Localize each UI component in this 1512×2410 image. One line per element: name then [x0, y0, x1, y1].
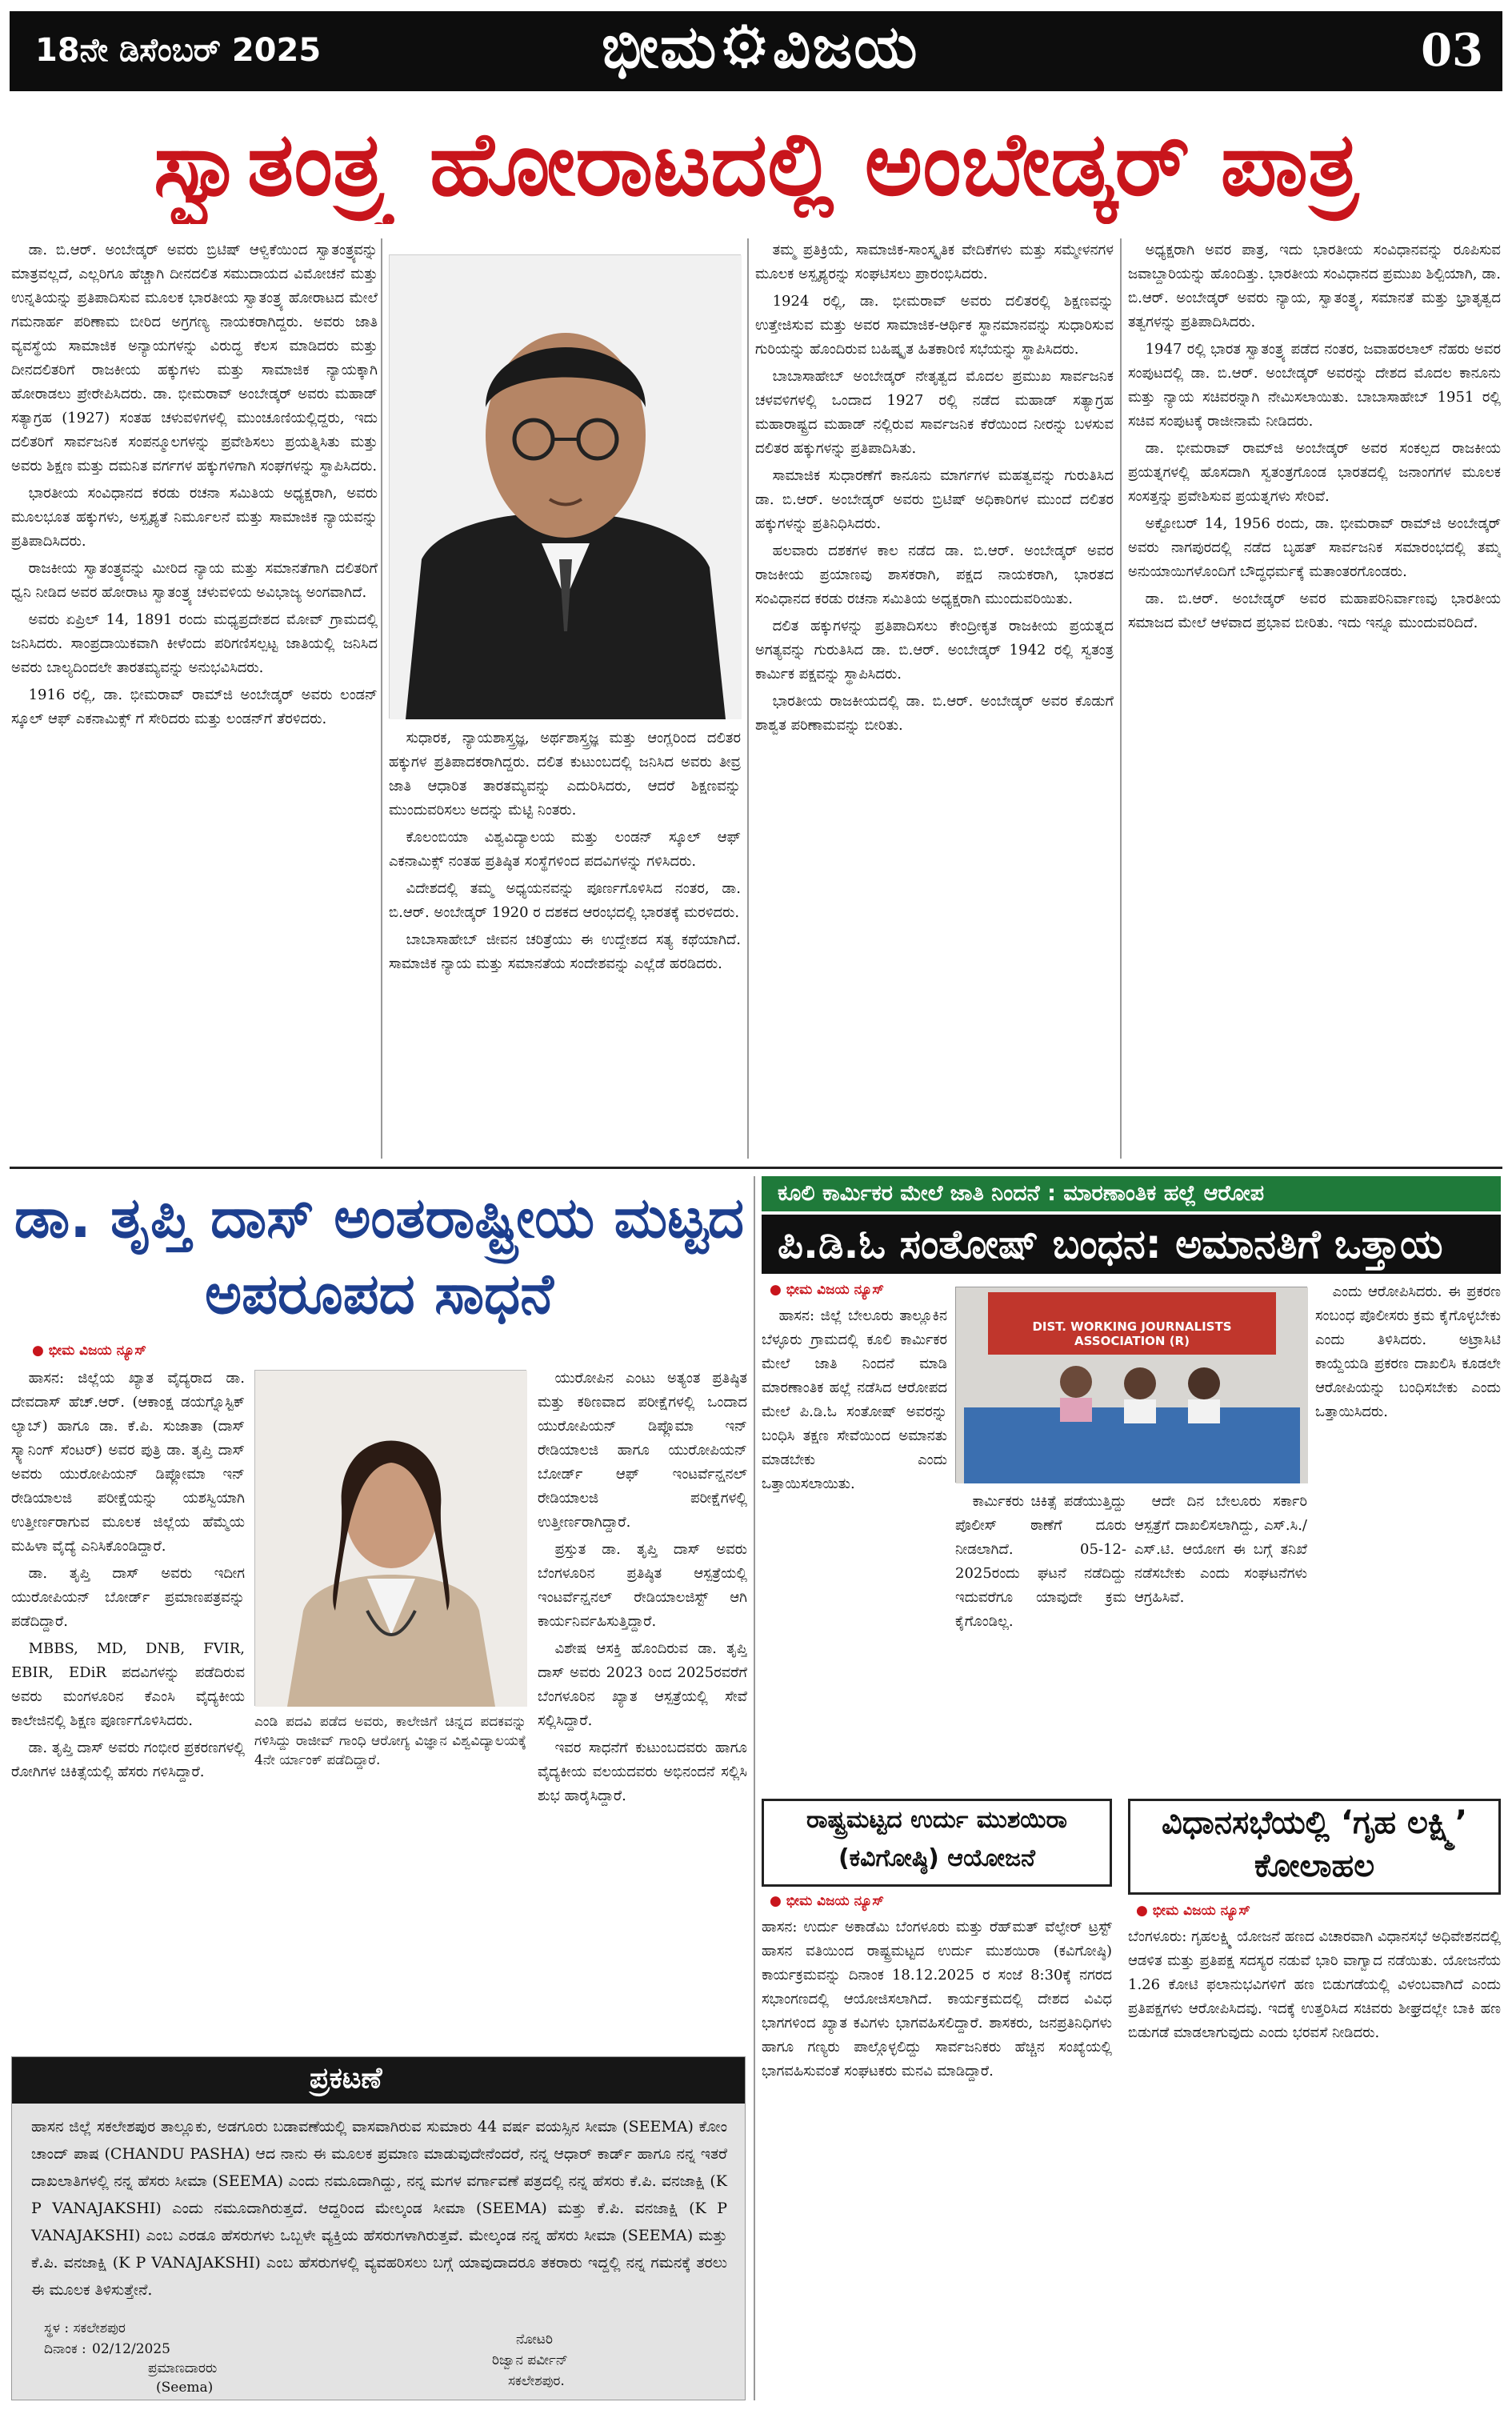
notice-body: ಹಾಸನ ಜಿಲ್ಲೆ ಸಕಲೇಶಪುರ ತಾಲ್ಲೂಕು, ಅಡಗೂರು ಬಡಾವಣೆಯಲ್ಲಿ ವಾಸವಾಗಿರುವ ಸುಮಾರು 44 ವರ್ಷ ವಯಸ್ಸಿನ ಸೀಮಾ (SEEMA) ಕೋಂ ಚಾಂದ್ ಪಾಷ (CHANDU PASHA) ಆದ ನಾನು ಈ ಮೂಲಕ ಪ್ರಮಾಣ ಮಾಡುವುದೇನೆಂದರೆ, ನನ್ನ ಆಧಾರ್ ಕಾರ್ಡ್ ಹಾಗೂ ನನ್ನ ಇತರೆ ದಾಖಲಾತಿಗಳಲ್ಲಿ ನನ್ನ ಹೆಸರು ಸೀಮಾ (SEEMA) ಎಂದು ನಮೂದಾಗಿದ್ದು, ನನ್ನ ಮಗಳ ವರ್ಗಾವಣೆ ಪತ್ರದಲ್ಲಿ ನನ್ನ ಹೆಸರು ಕೆ.ಪಿ. ವನಜಾಕ್ಷಿ (K P VANAJAKSHI) ಎಂದು ನಮೂದಾಗಿರುತ್ತದೆ. ಆದ್ದರಿಂದ ಮೇಲ್ಕಂಡ ಸೀಮಾ (SEEMA) ಮತ್ತು ಕೆ.ಪಿ. ವನಜಾಕ್ಷಿ (K P VANAJAKSHI) ಎಂಬ ಎರಡೂ ಹೆಸರುಗಳು ಒಬ್ಬಳೇ ವ್ಯಕ್ತಿಯ ಹೆಸರುಗಳಾಗಿರುತ್ತವೆ. ಮೇಲ್ಕಂಡ ನನ್ನ ಹೆಸರು ಸೀಮಾ (SEEMA) ಮತ್ತು ಕೆ.ಪಿ. ವನಜಾಕ್ಷಿ (K P VANAJAKSHI) ಎಂಬ ಹೆಸರುಗಳಲ್ಲಿ ವ್ಯವಹರಿಸಲು ಬಗ್ಗೆ ಯಾವುದಾದರೂ ತಕರಾರು ಇದ್ದಲ್ಲಿ ನನ್ನ ಗಮನಕ್ಕೆ ತರಲು ಈ ಮೂಲಕ ತಿಳಿಸುತ್ತೇನೆ. [31, 2118, 727, 2299]
issue-date: 18ನೇ ಡಿಸೆಂಬರ್ 2025 [35, 32, 322, 69]
doctor-caption: ಎಂಡಿ ಪದವಿ ಪಡೆದ ಅವರು, ಕಾಲೇಜಿಗೆ ಚಿನ್ನದ ಪದಕವನ್ನು ಗಳಿಸಿದ್ದು ರಾಜೀವ್ ಗಾಂಧಿ ಆರೋಗ್ಯ ವಿಜ್ಞಾನ ವಿಶ್ವವಿದ್ಯಾಲಯಕ್ಕೆ 4ನೇ ರ್ಯಾಂಕ್ ಪಡೆದಿದ್ದಾರೆ. [254, 1714, 526, 1768]
press-meet-illustration [956, 1287, 1308, 1483]
paragraph: ಹಾಸನ: ಜಿಲ್ಲೆಯ ಖ್ಯಾತ ವೈದ್ಯರಾದ ಡಾ. ದೇವದಾಸ್ ಹೆಚ್.ಆರ್. (ಆಕಾಂಕ್ಷ ಡಯಗ್ನೊಸ್ಟಿಕ್ ಲ್ಯಾಬ್) ಹಾಗೂ ಡಾ. ಕೆ.ಪಿ. ಸುಜಾತಾ (ದಾಸ್ ಸ್ಕ್ಯಾನಿಂಗ್ ಸೆಂಟರ್) ಅವರ ಪುತ್ರಿ ಡಾ. ತೃಪ್ತಿ ದಾಸ್ ಅವರು ಯುರೋಪಿಯನ್ ಡಿಪ್ಲೋಮಾ ಇನ್ ರೇಡಿಯಾಲಜಿ ಪರೀಕ್ಷೆಯನ್ನು ಯಶಸ್ವಿಯಾಗಿ ಉತ್ತೀರ್ಣರಾಗುವ ಮೂಲಕ ಜಿಲ್ಲೆಯ ಹೆಮ್ಮೆಯ ಮಹಿಳಾ ವೈದ್ಯೆ ಎನಿಸಿಕೊಂಡಿದ್ದಾರೆ. [11, 1370, 245, 1555]
notice-date-label: ದಿನಾಂಕ : [44, 2341, 86, 2357]
santosh-headline: ಪಿ.ಡಿ.ಓ ಸಂತೋಷ್ ಬಂಧನ: ಅಮಾನತಿಗೆ ಒತ್ತಾಯ [762, 1215, 1501, 1274]
paragraph: ಸಾಮಾಜಿಕ ಸುಧಾರಣೆಗೆ ಕಾನೂನು ಮಾರ್ಗಗಳ ಮಹತ್ವವನ್ನು ಗುರುತಿಸಿದ ಡಾ. ಬಿ.ಆರ್. ಅಂಬೇಡ್ಕರ್ ಅವರು ಬ್ರಿಟಿಷ್ ಅಧಿಕಾರಿಗಳ ಮುಂದೆ ದಲಿತರ ಹಕ್ಕುಗಳನ್ನು ಪ್ರತಿನಿಧಿಸಿದರು. [755, 467, 1114, 532]
paragraph: ಪ್ರಸ್ತುತ ಡಾ. ತೃಪ್ತಿ ದಾಸ್ ಅವರು ಬೆಂಗಳೂರಿನ ಪ್ರತಿಷ್ಠಿತ ಆಸ್ಪತ್ರೆಯಲ್ಲಿ ಇಂಟರ್ವೆನ್ಷನಲ್ ರೇಡಿಯಾಲಜಿಸ್ಟ್ ಆಗಿ ಕಾರ್ಯನಿರ್ವಹಿಸುತ್ತಿದ್ದಾರೆ. [538, 1541, 747, 1630]
paragraph: ಡಾ. ಬಿ.ಆರ್. ಅಂಬೇಡ್ಕರ್ ಅವರು ಬ್ರಿಟಿಷ್ ಆಳ್ವಿಕೆಯಿಂದ ಸ್ವಾತಂತ್ರ್ಯವನ್ನು ಮಾತ್ರವಲ್ಲದೆ, ಎಲ್ಲರಿಗೂ ಹೆಚ್ಚಾಗಿ ದೀನದಲಿತ ಸಮುದಾಯದ ವಿಮೋಚನೆ ಮತ್ತು ಉನ್ನತಿಯನ್ನು ಪ್ರತಿಪಾದಿಸುವ ಮೂಲಕ ಭಾರತೀಯ ಸ್ವಾತಂತ್ರ್ಯ ಹೋರಾಟದ ಮೇಲೆ ಗಮನಾರ್ಹ ಪರಿಣಾಮ ಬೀರಿದ ಅಗ್ರಗಣ್ಯ ನಾಯಕರಾಗಿದ್ದರು. ಅವರು ಜಾತಿ ವ್ಯವಸ್ಥೆಯ ಸಾಮಾಜಿಕ ಅನ್ಯಾಯಗಳನ್ನು ವಿರುದ್ಧ ಕೆಲಸ ಮಾಡಿದರು ಮತ್ತು ದೀನದಲಿತರಿಗೆ ರಾಜಕೀಯ ಹಕ್ಕುಗಳು ಮತ್ತು ಸಾಮಾಜಿಕ ನ್ಯಾಯಕ್ಕಾಗಿ ಹೋರಾಡಲು ಪ್ರೇರೇಪಿಸಿದರು. ಡಾ. ಭೀಮರಾವ್ ಅಂಬೇಡ್ಕರ್ ಅವರು ಮಹಾಡ್ ಸತ್ಯಾಗ್ರಹ (1927) ಸಂತಹ ಚಳುವಳಿಗಳಲ್ಲಿ ಮುಂಚೂಣಿಯಲ್ಲಿದ್ದರು, ಇದು ದಲಿತರಿಗೆ ಸಾರ್ವಜನಿಕ ಸಂಪನ್ಮೂಲಗಳನ್ನು ಪ್ರವೇಶಿಸಲು ಪ್ರಯತ್ನಿಸಿತು ಮತ್ತು ಅವರು ಶಿಕ್ಷಣ ಮತ್ತು ದಮನಿತ ವರ್ಗಗಳ ಹಕ್ಕುಗಳಿಗಾಗಿ ಸಂಘಗಳನ್ನು ಸ್ಥಾಪಿಸಿದರು. [11, 242, 378, 474]
paragraph: ತಮ್ಮ ಪ್ರತಿಕ್ರಿಯೆ, ಸಾಮಾಜಿಕ-ಸಾಂಸ್ಕೃತಿಕ ವೇದಿಕೆಗಳು ಮತ್ತು ಸಮ್ಮೇಳನಗಳ ಮೂಲಕ ಅಸ್ಪೃಶ್ಯರನ್ನು ಸಂಘಟಿಸಲು ಪ್ರಾರಂಭಿಸಿದರು. [755, 242, 1114, 282]
paragraph: ಕಾರ್ಮಿಕರು ಚಿಕಿತ್ಸೆ ಪಡೆಯುತ್ತಿದ್ದು ಪೊಲೀಸ್ ಠಾಣೆಗೆ ದೂರು ನೀಡಲಾಗಿದೆ. 05-12-2025ರಂದು ಘಟನೆ ನಡೆದಿದ್ದು ಇದುವರೆಗೂ ಯಾವುದೇ ಕ್ರಮ ಕೈಗೊಂಡಿಲ್ಲ. [955, 1493, 1126, 1630]
lakshmi-headline: ವಿಧಾನಸಭೆಯಲ್ಲಿ ‘ಗೃಹ ಲಕ್ಷ್ಮಿ’ ಕೋಲಾಹಲ [1128, 1799, 1501, 1895]
paragraph: ಎಂದು ಆರೋಪಿಸಿದರು. ಈ ಪ್ರಕರಣ ಸಂಬಂಧ ಪೊಲೀಸರು ಕ್ರಮ ಕೈಗೊಳ್ಳಬೇಕು ಎಂದು ತಿಳಿಸಿದರು. ಅಟ್ರಾಸಿಟಿ ಕಾಯ್ದೆಯಡಿ ಪ್ರಕರಣ ದಾಖಲಿಸಿ ಕೂಡಲೇ ಆರೋಪಿಯನ್ನು ಬಂಧಿಸಬೇಕು ಎಂದು ಒತ್ತಾಯಿಸಿದರು. [1315, 1283, 1501, 1420]
urdu-body: ಹಾಸನ: ಉರ್ದು ಅಕಾಡೆಮಿ ಬೆಂಗಳೂರು ಮತ್ತು ರೆಹ್‌ಮತ್ ವೆಲ್ಫೇರ್ ಟ್ರಸ್ಟ್ ಹಾಸನ ವತಿಯಿಂದ ರಾಷ್ಟ್ರಮಟ್ಟದ ಉರ್ದು ಮುಶಯಿರಾ (ಕವಿಗೋಷ್ಠಿ) ಕಾರ್ಯಕ್ರಮವನ್ನು ದಿನಾಂಕ 18.12.2025 ರ ಸಂಜೆ 8:30ಕ್ಕೆ ನಗರದ ಸಭಾಂಗಣದಲ್ಲಿ ಆಯೋಜಿಸಲಾಗಿದೆ. ಕಾರ್ಯಕ್ರಮದಲ್ಲಿ ದೇಶದ ವಿವಿಧ ಭಾಗಗಳಿಂದ ಖ್ಯಾತ ಕವಿಗಳು ಭಾಗವಹಿಸಲಿದ್ದಾರೆ. ಶಾಸಕರು, ಜನಪ್ರತಿನಿಧಿಗಳು ಹಾಗೂ ಗಣ್ಯರು ಪಾಲ್ಗೊಳ್ಳಲಿದ್ದು ಸಾರ್ವಜನಿಕರು ಹೆಚ್ಚಿನ ಸಂಖ್ಯೆಯಲ್ಲಿ ಭಾಗವಹಿಸುವಂತೆ ಸಂಘಟಕರು ಮನವಿ ಮಾಡಿದ್ದಾರೆ. [762, 1919, 1112, 2080]
paragraph: ಇವರ ಸಾಧನೆಗೆ ಕುಟುಂಬದವರು ಹಾಗೂ ವೈದ್ಯಕೀಯ ವಲಯದವರು ಅಭಿನಂದನೆ ಸಲ್ಲಿಸಿ ಶುಭ ಹಾರೈಸಿದ್ದಾರೆ. [538, 1739, 747, 1804]
lead-column-1 [11, 238, 378, 1159]
santosh-column-1 [762, 1304, 947, 1784]
paragraph: ಬಾಬಾಸಾಹೇಬ್ ಜೀವನ ಚರಿತ್ರೆಯು ಈ ಉದ್ದೇಶದ ಸತ್ಯ ಕಥೆಯಾಗಿದೆ. ಸಾಮಾಜಿಕ ನ್ಯಾಯ ಮತ್ತು ಸಮಾನತೆಯ ಸಂದೇಶವನ್ನು ಎಲ್ಲೆಡೆ ಹರಡಿದರು. [389, 931, 741, 972]
trupti-column-2b [254, 1796, 526, 2036]
paragraph: ಯುರೋಪಿನ ಎಂಟು ಅತ್ಯಂತ ಪ್ರತಿಷ್ಠಿತ ಮತ್ತು ಕಠಿಣವಾದ ಪರೀಕ್ಷೆಗಳಲ್ಲಿ ಒಂದಾದ ಯುರೋಪಿಯನ್ ಡಿಪ್ಲೊಮಾ ಇನ್ ರೇಡಿಯಾಲಜಿ ಹಾಗೂ ಯುರೋಪಿಯನ್ ಬೋರ್ಡ್ ಆಫ್ ಇಂಟರ್ವೆನ್ಷನಲ್ ರೇಡಿಯಾಲಜಿ ಪರೀಕ್ಷೆಗಳಲ್ಲಿ ಉತ್ತೀರ್ಣರಾಗಿದ್ದಾರೆ. [538, 1370, 747, 1531]
lakshmi-byline: ● ಭೀಮ ವಿಜಯ ನ್ಯೂಸ್ [1136, 1903, 1250, 1919]
column-divider [381, 238, 382, 1159]
lakshmi-body: ಬೆಂಗಳೂರು: ಗೃಹಲಕ್ಷ್ಮಿ ಯೋಜನೆ ಹಣದ ವಿಚಾರವಾಗಿ ವಿಧಾನಸಭೆ ಅಧಿವೇಶನದಲ್ಲಿ ಆಡಳಿತ ಮತ್ತು ಪ್ರತಿಪಕ್ಷ ಸದಸ್ಯರ ನಡುವೆ ಭಾರಿ ವಾಗ್ವಾದ ನಡೆಯಿತು. ಯೋಜನೆಯ 1.26 ಕೋಟಿ ಫಲಾನುಭವಿಗಳಿಗೆ ಹಣ ಬಿಡುಗಡೆಯಲ್ಲಿ ವಿಳಂಬವಾಗಿದೆ ಎಂದು ಪ್ರತಿಪಕ್ಷಗಳು ಆರೋಪಿಸಿದವು. ಇದಕ್ಕೆ ಉತ್ತರಿಸಿದ ಸಚಿವರು ಶೀಘ್ರದಲ್ಲೇ ಬಾಕಿ ಹಣ ಬಿಡುಗಡೆ ಮಾಡಲಾಗುವುದು ಎಂದು ಭರವಸೆ ನೀಡಿದರು. [1128, 1928, 1501, 2041]
urdu-byline: ● ಭೀಮ ವಿಜಯ ನ್ಯೂಸ್ [770, 1893, 884, 1909]
paragraph: ಡಾ. ಬಿ.ಆರ್. ಅಂಬೇಡ್ಕರ್ ಅವರ ಮಹಾಪರಿನಿರ್ವಾಣವು ಭಾರತೀಯ ಸಮಾಜದ ಮೇಲೆ ಆಳವಾದ ಪ್ರಭಾವ ಬೀರಿತು. ಇದು ಇನ್ನೂ ಮುಂದುವರಿದಿದೆ. [1128, 590, 1501, 631]
santosh-column-3 [955, 1490, 1126, 1786]
masthead [10, 11, 1502, 91]
urdu-headline: ರಾಷ್ಟ್ರಮಟ್ಟದ ಉರ್ದು ಮುಶಯಿರಾ (ಕವಿಗೋಷ್ಠಿ) ಆಯೋಜನೆ [762, 1799, 1112, 1887]
santosh-kicker: ಕೂಲಿ ಕಾರ್ಮಿಕರ ಮೇಲೆ ಜಾತಿ ನಿಂದನೆ : ಮಾರಣಾಂತಿಕ ಹಲ್ಲೆ ಆರೋಪ [762, 1176, 1501, 1211]
notice-date: 02/12/2025 [92, 2341, 170, 2357]
ambedkar-portrait [389, 254, 741, 719]
lead-column-4 [1128, 238, 1501, 1159]
notary-name: ರಿಜ್ವಾನ ಪರ್ವೀನ್ [492, 2352, 568, 2368]
paragraph: ಆದೇ ದಿನ ಬೇಲೂರು ಸರ್ಕಾರಿ ಆಸ್ಪತ್ರೆಗೆ ದಾಖಲಿಸಲಾಗಿದ್ದು, ಎಸ್.ಸಿ./ಎಸ್.ಟಿ. ಆಯೋಗ ಈ ಬಗ್ಗೆ ತನಿಖೆ ನಡೆಸಬೇಕು ಎಂದು ಸಂಘಟನೆಗಳು ಆಗ್ರಹಿಸಿವೆ. [1134, 1493, 1307, 1606]
paragraph: ರಾಜಕೀಯ ಸ್ವಾತಂತ್ರ್ಯವನ್ನು ಮೀರಿದ ನ್ಯಾಯ ಮತ್ತು ಸಮಾನತೆಗಾಗಿ ದಲಿತರಿಗೆ ಧ್ವನಿ ನೀಡಿದ ಅವರ ಹೋರಾಟ ಸ್ವಾತಂತ್ರ್ಯ ಚಳುವಳಿಯ ಅವಿಭಾಜ್ಯ ಅಂಗವಾಗಿದೆ. [11, 560, 378, 601]
doctor-photo [254, 1370, 526, 1706]
press-meet-photo [955, 1287, 1307, 1483]
paragraph: 1916 ರಲ್ಲಿ, ಡಾ. ಭೀಮರಾವ್ ರಾಮ್‌ಜಿ ಅಂಬೇಡ್ಕರ್ ಅವರು ಲಂಡನ್ ಸ್ಕೂಲ್ ಆಫ್ ಎಕನಾಮಿಕ್ಸ್ ಗೆ ಸೇರಿದರು ಮತ್ತು ಲಂಡನ್‌ಗೆ ತೆರಳಿದರು. [11, 687, 378, 727]
paragraph: MBBS, MD, DNB, FVIR, EBIR, EDiR ಪದವಿಗಳನ್ನು ಪಡೆದಿರುವ ಅವರು ಮಂಗಳೂರಿನ ಕೆಎಂಸಿ ವೈದ್ಯಕೀಯ ಕಾಲೇಜಿನಲ್ಲಿ ಶಿಕ್ಷಣ ಪೂರ್ಣಗೊಳಿಸಿದರು. [11, 1640, 245, 1729]
paragraph: ಸುಧಾರಕ, ನ್ಯಾಯಶಾಸ್ತ್ರಜ್ಞ, ಅರ್ಥಶಾಸ್ತ್ರಜ್ಞ ಮತ್ತು ಆಂಗ್ಲರಿಂದ ದಲಿತರ ಹಕ್ಕುಗಳ ಪ್ರತಿಪಾದಕರಾಗಿದ್ದರು. ದಲಿತ ಕುಟುಂಬದಲ್ಲಿ ಜನಿಸಿದ ಅವರು ತೀವ್ರ ಜಾತಿ ಆಧಾರಿತ ತಾರತಮ್ಯವನ್ನು ಎದುರಿಸಿದರು, ಆದರೆ ಶಿಕ್ಷಣವನ್ನು ಮುಂದುವರಿಸಲು ಅದನ್ನು ಮೆಟ್ಟಿ ನಿಂತರು. [389, 730, 741, 819]
paragraph: ಭಾರತೀಯ ಸಂವಿಧಾನದ ಕರಡು ರಚನಾ ಸಮಿತಿಯ ಅಧ್ಯಕ್ಷರಾಗಿ, ಅವರು ಮೂಲಭೂತ ಹಕ್ಕುಗಳು, ಅಸ್ಪೃಶ್ಯತೆ ನಿರ್ಮೂಲನೆ ಮತ್ತು ಸಾಮಾಜಿಕ ನ್ಯಾಯವನ್ನು ಪ್ರತಿಪಾದಿಸಿದರು. [11, 485, 378, 550]
lead-column-2 [389, 727, 741, 1159]
legal-notice [11, 2056, 746, 2400]
column-divider [1120, 238, 1122, 1159]
paragraph: 1924 ರಲ್ಲಿ, ಡಾ. ಭೀಮರಾವ್ ಅವರು ದಲಿತರಲ್ಲಿ ಶಿಕ್ಷಣವನ್ನು ಉತ್ತೇಜಿಸುವ ಮತ್ತು ಅವರ ಸಾಮಾಜಿಕ-ಆರ್ಥಿಕ ಸ್ಥಾನಮಾನವನ್ನು ಸುಧಾರಿಸುವ ಗುರಿಯನ್ನು ಹೊಂದಿರುವ ಬಹಿಷ್ಕೃತ ಹಿತಕಾರಿಣಿ ಸಭೆಯನ್ನು ಸ್ಥಾಪಿಸಿದರು. [755, 293, 1114, 358]
paragraph: ಅಧ್ಯಕ್ಷರಾಗಿ ಅವರ ಪಾತ್ರ, ಇದು ಭಾರತೀಯ ಸಂವಿಧಾನವನ್ನು ರೂಪಿಸುವ ಜವಾಬ್ದಾರಿಯನ್ನು ಹೊಂದಿತ್ತು. ಭಾರತೀಯ ಸಂವಿಧಾನದ ಪ್ರಮುಖ ಶಿಲ್ಪಿಯಾಗಿ, ಡಾ. ಬಿ.ಆರ್. ಅಂಬೇಡ್ಕರ್ ಅವರು ನ್ಯಾಯ, ಸ್ವಾತಂತ್ರ್ಯ, ಸಮಾನತೆ ಮತ್ತು ಭ್ರಾತೃತ್ವದ ತತ್ವಗಳನ್ನು ಪ್ರತಿಪಾದಿಸಿದರು. [1128, 242, 1501, 330]
paragraph: ದಲಿತ ಹಕ್ಕುಗಳನ್ನು ಪ್ರತಿಪಾದಿಸಲು ಕೇಂದ್ರೀಕೃತ ರಾಜಕೀಯ ಪ್ರಯತ್ನದ ಅಗತ್ಯವನ್ನು ಗುರುತಿಸಿದ ಡಾ. ಬಿ.ಆರ್. ಅಂಬೇಡ್ಕರ್ 1942 ರಲ್ಲಿ ಸ್ವತಂತ್ರ ಕಾರ್ಮಿಕ ಪಕ್ಷವನ್ನು ಸ್ಥಾಪಿಸಿದರು. [755, 618, 1114, 683]
notary-place: ಸಕಲೇಶಪುರ. [508, 2373, 565, 2389]
paragraph: ಅವರು ಏಪ್ರಿಲ್ 14, 1891 ರಂದು ಮಧ್ಯಪ್ರದೇಶದ ಮೋವ್ ಗ್ರಾಮದಲ್ಲಿ ಜನಿಸಿದರು. ಸಾಂಪ್ರದಾಯಿಕವಾಗಿ ಕೀಳೆಂದು ಪರಿಗಣಿಸಲ್ಪಟ್ಟ ಜಾತಿಯಲ್ಲಿ ಜನಿಸಿದ ಅವರು ಬಾಲ್ಯದಿಂದಲೇ ತಾರತಮ್ಯವನ್ನು ಅನುಭವಿಸಿದರು. [11, 611, 378, 676]
notary-title: ನೋಟರಿ [516, 2332, 553, 2348]
santosh-byline: ● ಭೀಮ ವಿಜಯ ನ್ಯೂಸ್ [770, 1282, 884, 1298]
santosh-column-2 [1315, 1280, 1501, 1784]
newspaper-logo: ಭೀಮ⚙ವಿಜಯ [602, 13, 919, 82]
photo-banner-text: DIST. WORKING JOURNALISTS ASSOCIATION (R) [1032, 1319, 1232, 1348]
paragraph: ಭಾರತೀಯ ರಾಜಕೀಯದಲ್ಲಿ ಡಾ. ಬಿ.ಆರ್. ಅಂಬೇಡ್ಕರ್ ಅವರ ಕೊಡುಗೆ ಶಾಶ್ವತ ಪರಿಣಾಮವನ್ನು ಬೀರಿತು. [755, 693, 1114, 734]
lead-headline: ಸ್ವಾತಂತ್ರ್ಯ ಹೋರಾಟದಲ್ಲಿ ಅಂಬೇಡ್ಕರ್ ಪಾತ್ರ [154, 113, 1358, 215]
trupti-column-1 [11, 1367, 245, 2039]
paragraph: ಅಕ್ಟೋಬರ್ 14, 1956 ರಂದು, ಡಾ. ಭೀಮರಾವ್ ರಾಮ್‌ಜಿ ಅಂಬೇಡ್ಕರ್ ಅವರು ನಾಗಪುರದಲ್ಲಿ ನಡೆದ ಬೃಹತ್ ಸಾರ್ವಜನಿಕ ಸಮಾರಂಭದಲ್ಲಿ ತಮ್ಮ ಅನುಯಾಯಿಗಳೊಂದಿಗೆ ಬೌದ್ಧಧರ್ಮಕ್ಕೆ ಮತಾಂತರಗೊಂಡರು. [1128, 515, 1501, 580]
paragraph: ಹಲವಾರು ದಶಕಗಳ ಕಾಲ ನಡೆದ ಡಾ. ಬಿ.ಆರ್. ಅಂಬೇಡ್ಕರ್ ಅವರ ರಾಜಕೀಯ ಪ್ರಯಾಣವು ಶಾಸಕರಾಗಿ, ಪಕ್ಷದ ನಾಯಕರಾಗಿ, ಭಾರತದ ಸಂವಿಧಾನದ ಕರಡು ರಚನಾ ಸಮಿತಿಯ ಅಧ್ಯಕ್ಷರಾಗಿ ಮುಂದುವರಿಯಿತು. [755, 542, 1114, 607]
paragraph: ಡಾ. ಭೀಮರಾವ್ ರಾಮ್‌ಜಿ ಅಂಬೇಡ್ಕರ್ ಅವರ ಸಂಕಲ್ಪದ ರಾಜಕೀಯ ಪ್ರಯತ್ನಗಳಲ್ಲಿ ಹೊಸದಾಗಿ ಸ್ವತಂತ್ರಗೊಂಡ ಭಾರತದಲ್ಲಿ ಜನಾಂಗಗಳ ಮೂಲಕ ಸಂಸತ್ತನ್ನು ಪ್ರವೇಶಿಸುವ ಪ್ರಯತ್ನಗಳು ಸೇರಿವೆ. [1128, 440, 1501, 505]
column-divider [754, 1176, 755, 2400]
trupti-byline: ● ಭೀಮ ವಿಜಯ ನ್ಯೂಸ್ [32, 1343, 146, 1359]
portrait-illustration [390, 255, 742, 719]
trupti-column-3 [538, 1367, 747, 2039]
paragraph: ಕೊಲಂಬಿಯಾ ವಿಶ್ವವಿದ್ಯಾಲಯ ಮತ್ತು ಲಂಡನ್ ಸ್ಕೂಲ್ ಆಫ್ ಎಕನಾಮಿಕ್ಸ್ ನಂತಹ ಪ್ರತಿಷ್ಠಿತ ಸಂಸ್ಥೆಗಳಿಂದ ಪದವಿಗಳನ್ನು ಗಳಿಸಿದರು. [389, 829, 741, 870]
paragraph: 1947 ರಲ್ಲಿ ಭಾರತ ಸ್ವಾತಂತ್ರ್ಯ ಪಡೆದ ನಂತರ, ಜವಾಹರಲಾಲ್ ನೆಹರು ಅವರ ಸಂಪುಟದಲ್ಲಿ ಡಾ. ಬಿ.ಆರ್. ಅಂಬೇಡ್ಕರ್ ಅವರನ್ನು ದೇಶದ ಮೊದಲ ಕಾನೂನು ಮತ್ತು ನ್ಯಾಯ ಸಚಿವರನ್ನಾಗಿ ನೇಮಿಸಲಾಯಿತು. ಬಾಬಾಸಾಹೇಬ್ 1951 ರಲ್ಲಿ ಸಚಿವ ಸಂಪುಟಕ್ಕೆ ರಾಜೀನಾಮೆ ನೀಡಿದರು. [1128, 341, 1501, 430]
lead-column-3 [755, 238, 1114, 1159]
paragraph: ಬಾಬಾಸಾಹೇಬ್ ಅಂಬೇಡ್ಕರ್ ನೇತೃತ್ವದ ಮೊದಲ ಪ್ರಮುಖ ಸಾರ್ವಜನಿಕ ಚಳವಳಿಗಳಲ್ಲಿ ಒಂದಾದ 1927 ರಲ್ಲಿ ನಡೆದ ಮಹಾಡ್ ಸತ್ಯಾಗ್ರಹ ಮಹಾರಾಷ್ಟ್ರದ ಮಹಾಡ್ ನಲ್ಲಿರುವ ಸಾರ್ವಜನಿಕ ಕೆರೆಯಿಂದ ನೀರನ್ನು ಬಳಸುವ ದಲಿತರ ಹಕ್ಕುಗಳನ್ನು ಪ್ರತಿಪಾದಿಸಿತು. [755, 368, 1114, 457]
paragraph: ಡಾ. ತೃಪ್ತಿ ದಾಸ್ ಅವರು ಇದೀಗ ಯುರೋಪಿಯನ್ ಬೋರ್ಡ್ ಪ್ರಮಾಣಪತ್ರವನ್ನು ಪಡೆದಿದ್ದಾರೆ. [11, 1565, 245, 1630]
paragraph: ಡಾ. ತೃಪ್ತಿ ದಾಸ್ ಅವರು ಗಂಭೀರ ಪ್ರಕರಣಗಳಲ್ಲಿ ರೋಗಿಗಳ ಚಿಕಿತ್ಸೆಯಲ್ಲಿ ಹೆಸರು ಗಳಿಸಿದ್ದಾರೆ. [11, 1739, 245, 1780]
page-number: 03 [1421, 24, 1483, 77]
notice-place: ಸ್ಥಳ : ಸಕಲೇಶಪುರ [44, 2320, 126, 2336]
notice-title: ಪ್ರಕಟಣೆ [310, 2062, 382, 2095]
declarant-label: ಪ್ರಮಾಣದಾರರು [148, 2360, 218, 2376]
santosh-column-4 [1134, 1490, 1307, 1786]
section-divider [10, 1167, 1502, 1169]
paragraph: ವಿಶೇಷ ಆಸಕ್ತಿ ಹೊಂದಿರುವ ಡಾ. ತೃಪ್ತಿ ದಾಸ್ ಅವರು 2023 ರಿಂದ 2025ರವರೆಗೆ ಬೆಂಗಳೂರಿನ ಖ್ಯಾತ ಆಸ್ಪತ್ರೆಯಲ್ಲಿ ಸೇವೆ ಸಲ್ಲಿಸಿದ್ದಾರೆ. [538, 1640, 747, 1729]
paragraph: ವಿದೇಶದಲ್ಲಿ ತಮ್ಮ ಅಧ್ಯಯನವನ್ನು ಪೂರ್ಣಗೊಳಿಸಿದ ನಂತರ, ಡಾ. ಬಿ.ಆರ್. ಅಂಬೇಡ್ಕರ್ 1920 ರ ದಶಕದ ಆರಂಭದಲ್ಲಿ ಭಾರತಕ್ಕೆ ಮರಳಿದರು. [389, 880, 741, 921]
paragraph: ಹಾಸನ: ಜಿಲ್ಲೆ ಬೇಲೂರು ತಾಲ್ಲೂಕಿನ ಬೆಳ್ಳೂರು ಗ್ರಾಮದಲ್ಲಿ ಕೂಲಿ ಕಾರ್ಮಿಕರ ಮೇಲೆ ಜಾತಿ ನಿಂದನೆ ಮಾಡಿ ಮಾರಣಾಂತಿಕ ಹಲ್ಲೆ ನಡೆಸಿದ ಆರೋಪದ ಮೇಲೆ ಪಿ.ಡಿ.ಓ ಸಂತೋಷ್ ಅವರನ್ನು ಬಂಧಿಸಿ ತಕ್ಷಣ ಸೇವೆಯಿಂದ ಅಮಾನತು ಮಾಡಬೇಕು ಎಂದು ಒತ್ತಾಯಿಸಲಾಯಿತು. [762, 1307, 947, 1492]
trupti-headline: ಡಾ. ತೃಪ್ತಿ ದಾಸ್ ಅಂತರಾಷ್ಟ್ರೀಯ ಮಟ್ಟದ ಅಪರೂಪದ ಸಾಧನೆ [14, 1185, 745, 1327]
column-divider [747, 238, 749, 1159]
doctor-illustration [255, 1371, 527, 1707]
declarant-name: (Seema) [156, 2380, 214, 2396]
